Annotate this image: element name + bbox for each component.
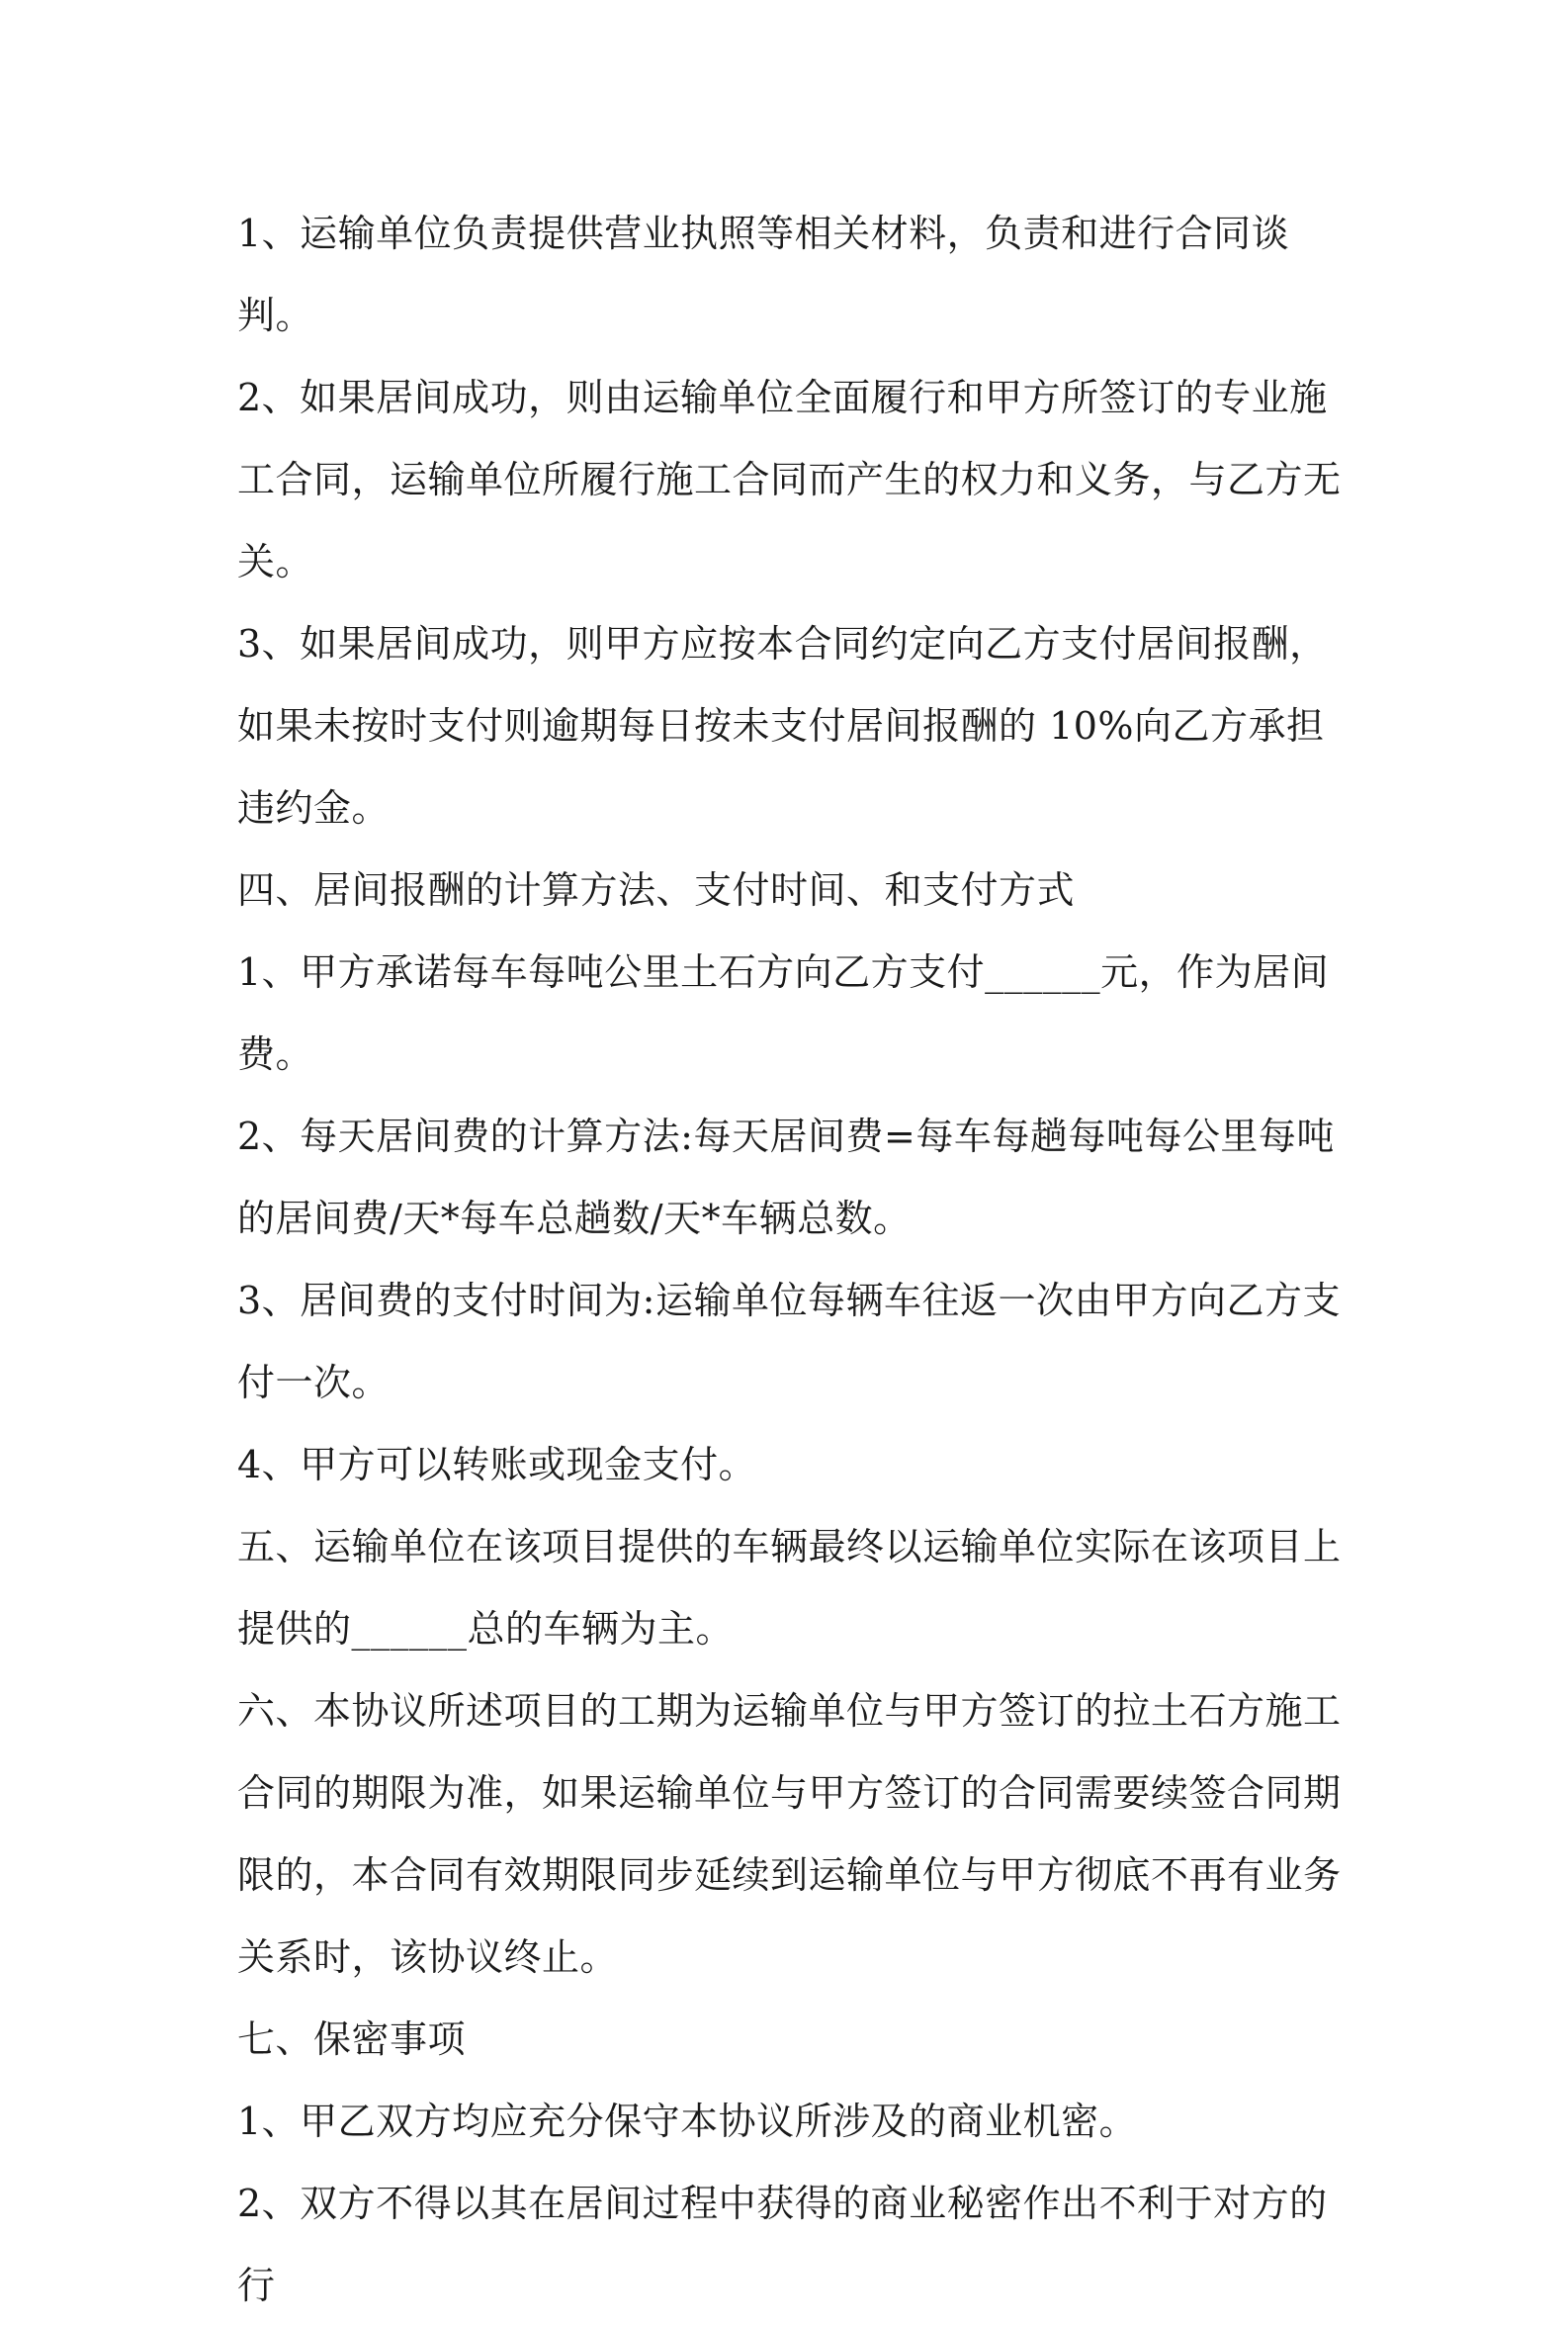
section-5: 五、运输单位在该项目提供的车辆最终以运输单位实际在该项目上提供的______总的车辆为主。 <box>237 1525 1342 1651</box>
clause-3-1: 1、运输单位负责提供营业执照等相关材料，负责和进行合同谈判。 <box>237 212 1290 337</box>
document-body <box>237 193 1345 2327</box>
clause-7-2: 2、双方不得以其在居间过程中获得的商业秘密作出不利于对方的行 <box>237 2182 1328 2307</box>
clause-7-1: 1、甲乙双方均应充分保守本协议所涉及的商业机密。 <box>237 2100 1138 2143</box>
clause-4-4: 4、甲方可以转账或现金支付。 <box>237 1443 757 1486</box>
clause-3-2: 2、如果居间成功，则由运输单位全面履行和甲方所签订的专业施工合同，运输单位所履行施工合同而产生的权力和义务，与乙方无关。 <box>237 376 1342 583</box>
clause-4-3: 3、居间费的支付时间为:运输单位每辆车往返一次由甲方向乙方支付一次。 <box>237 1279 1341 1404</box>
section-7-heading: 七、保密事项 <box>237 2017 467 2061</box>
section-4-heading: 四、居间报酬的计算方法、支付时间、和支付方式 <box>237 868 1076 912</box>
clause-4-1: 1、甲方承诺每车每吨公里土石方向乙方支付______元，作为居间费。 <box>237 950 1330 1076</box>
clause-3-3: 3、如果居间成功，则甲方应按本合同约定向乙方支付居间报酬，如果未按时支付则逾期每日按未支付居间报酬的 10%向乙方承担违约金。 <box>237 622 1328 830</box>
clause-4-2: 2、每天居间费的计算方法:每天居间费=每车每趟每吨每公里每吨的居间费/天*每车总趟数/天*车辆总数。 <box>237 1115 1335 1240</box>
section-6: 六、本协议所述项目的工期为运输单位与甲方签订的拉土石方施工合同的期限为准，如果运输单位与甲方签订的合同需要续签合同期限的，本合同有效期限同步延续到运输单位与甲方彻底不再有业务关系时，该协议终止。 <box>237 1689 1342 1979</box>
